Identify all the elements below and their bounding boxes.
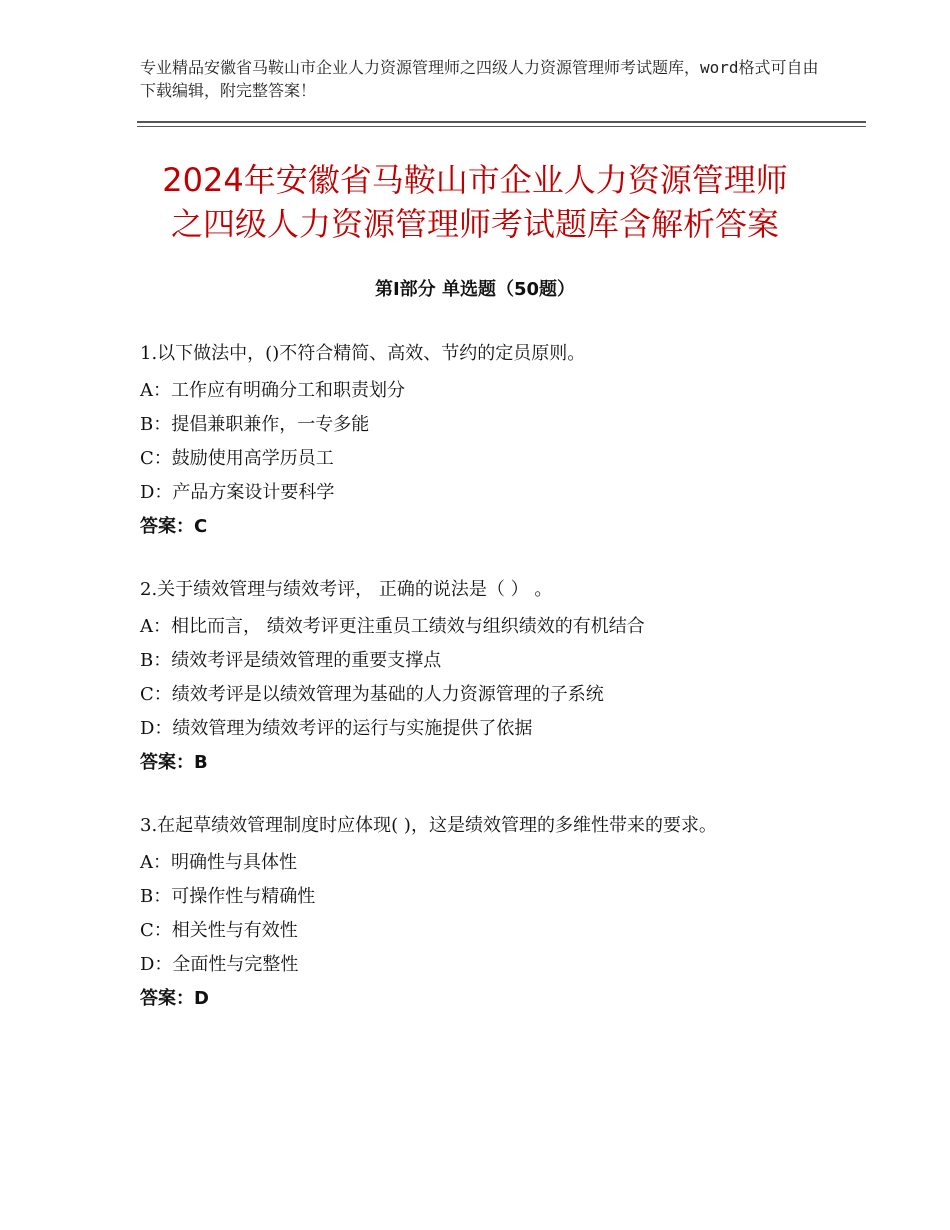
option-d: D：产品方案设计要科学 bbox=[140, 482, 335, 503]
option-c: C：相关性与有效性 bbox=[140, 920, 298, 941]
answer: 答案：B bbox=[140, 752, 208, 773]
answer: 答案：C bbox=[140, 516, 208, 537]
option-a: A：相比而言， 绩效考评更注重员工绩效与组织绩效的有机结合 bbox=[140, 616, 645, 637]
section-heading: 第Ⅰ部分 单选题（50题） bbox=[374, 279, 575, 300]
option-a: A：工作应有明确分工和职责划分 bbox=[140, 380, 405, 401]
header-divider-thick bbox=[137, 121, 866, 123]
option-c: C：绩效考评是以绩效管理为基础的人力资源管理的子系统 bbox=[140, 684, 604, 705]
option-b: B：提倡兼职兼作，一专多能 bbox=[140, 414, 370, 435]
title-line-1: 2024年安徽省马鞍山市企业人力资源管理师 bbox=[162, 161, 788, 199]
question-list bbox=[140, 340, 820, 1048]
question-stem: 3.在起草绩效管理制度时应体现( )，这是绩效管理的多维性带来的要求。 bbox=[140, 815, 717, 836]
option-b: B：可操作性与精确性 bbox=[140, 886, 316, 907]
option-d: D：全面性与完整性 bbox=[140, 954, 299, 975]
title-line-2: 之四级人力资源管理师考试题库含解析答案 bbox=[170, 205, 779, 243]
question-1 bbox=[140, 340, 820, 544]
header-note: 专业精品安徽省马鞍山市企业人力资源管理师之四级人力资源管理师考试题库，word格式可自由下载编辑，附完整答案！ bbox=[140, 58, 819, 100]
document-title bbox=[100, 158, 850, 246]
option-a: A：明确性与具体性 bbox=[140, 852, 297, 873]
option-c: C：鼓励使用高学历员工 bbox=[140, 448, 334, 469]
option-b: B：绩效考评是绩效管理的重要支撑点 bbox=[140, 650, 442, 671]
question-3 bbox=[140, 812, 820, 1016]
option-d: D：绩效管理为绩效考评的运行与实施提供了依据 bbox=[140, 718, 533, 739]
header-divider-thin bbox=[137, 126, 866, 127]
question-2 bbox=[140, 576, 820, 780]
question-stem: 2.关于绩效管理与绩效考评， 正确的说法是（ ） 。 bbox=[140, 579, 553, 600]
answer: 答案：D bbox=[140, 988, 209, 1009]
question-stem: 1.以下做法中，()不符合精简、高效、节约的定员原则。 bbox=[140, 343, 586, 364]
